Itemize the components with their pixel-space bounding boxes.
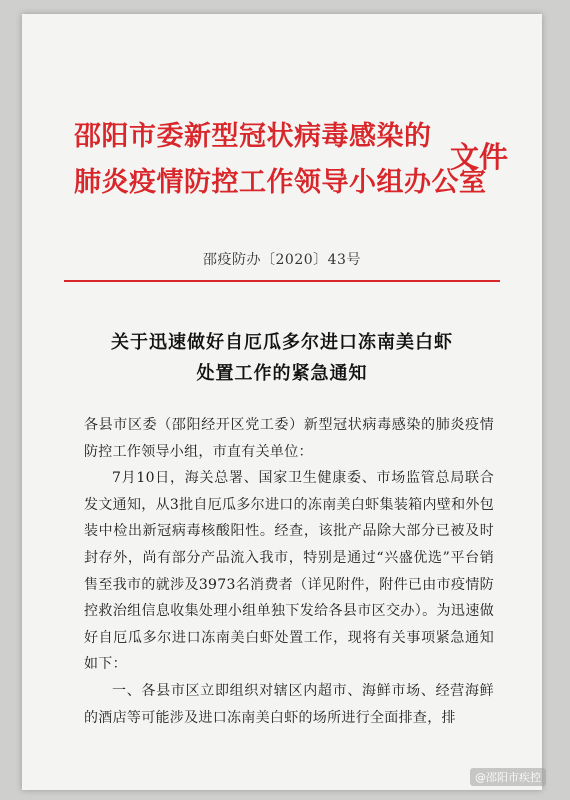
paragraph-2: 一、各县市区立即组织对辖区内超市、海鲜市场、经营海鲜的酒店等可能涉及进口冻南美白虾的场所进行全面排查，排 bbox=[84, 682, 494, 726]
header-file-label: 文件 bbox=[450, 140, 509, 174]
header-line-1: 邵阳市委新型冠状病毒感染的 bbox=[74, 121, 432, 152]
document-page bbox=[22, 14, 542, 790]
title-line-2: 处置工作的紧急通知 bbox=[196, 363, 368, 384]
document-body bbox=[84, 412, 494, 731]
paragraph-1: 7月10日，海关总署、国家卫生健康委、市场监管总局联合发文通知，从3批自厄瓜多尔进口的冻南美白虾集装箱内壁和外包装中检出新冠病毒核酸阳性。经查，该批产品除大部分已被及时封存外，尚有部分产品流入我市，特别是通过“兴盛优选”平台销售至我市的就涉及3973名消费者（详见附件，附件已由市疫情防控救治组信息收集处理小组单独下发给各县市区交办）。为迅速做好自厄瓜多尔进口冻南美白虾处置工作，现将有关事项紧急通知如下： bbox=[84, 470, 494, 673]
title-line-1: 关于迅速做好自厄瓜多尔进口冻南美白虾 bbox=[111, 332, 453, 353]
weibo-watermark: @邵阳市疾控 bbox=[470, 768, 546, 786]
salutation: 各县市区委（邵阳经开区党工委）新型冠状病毒感染的肺炎疫情防控工作领导小组，市直有关单位： bbox=[84, 417, 494, 460]
document-number: 邵疫防办〔2020〕43号 bbox=[203, 252, 361, 268]
header-line-2: 肺炎疫情防控工作领导小组办公室 bbox=[74, 167, 487, 198]
red-divider bbox=[64, 280, 500, 282]
